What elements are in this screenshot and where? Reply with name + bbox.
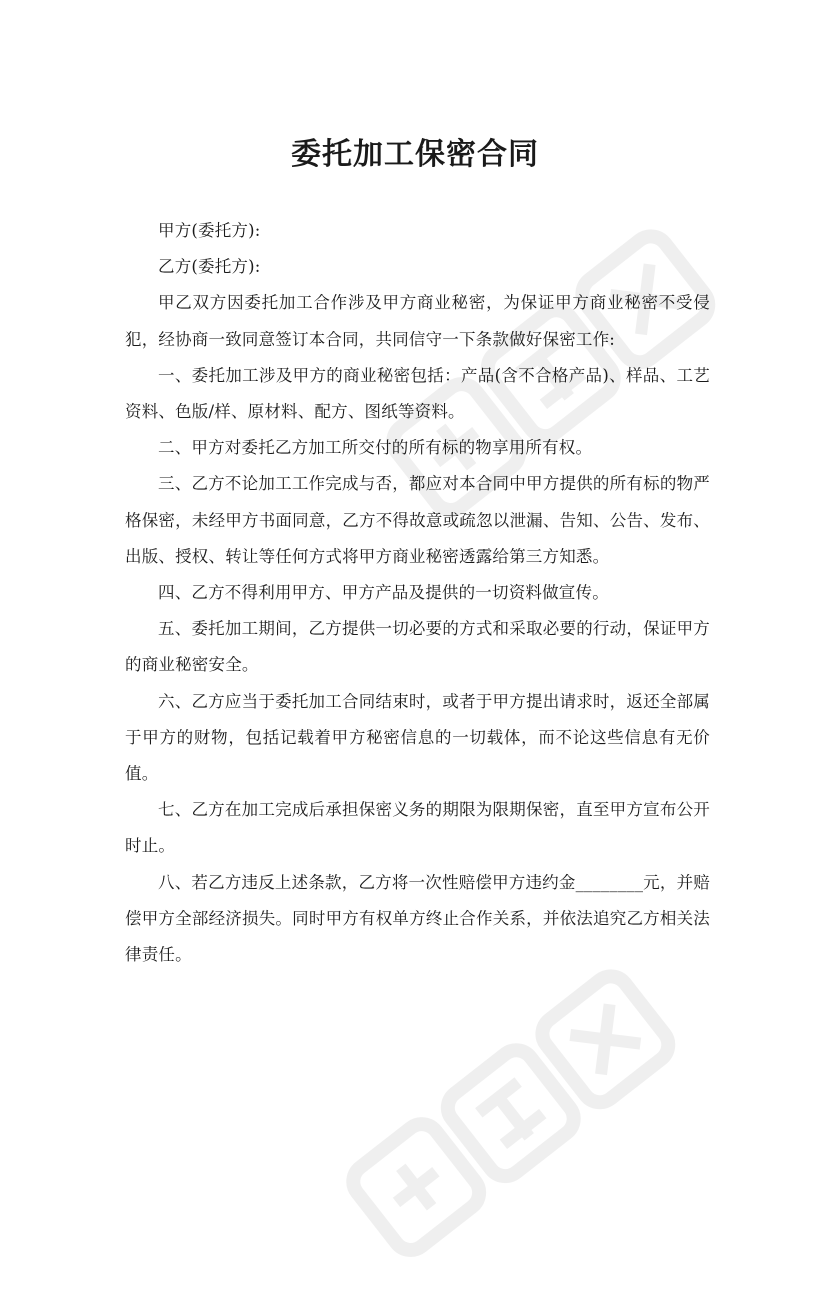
- clause-6: 六、乙方应当于委托加工合同结束时，或者于甲方提出请求时，返还全部属于甲方的财物，包括记载着甲方秘密信息的一切载体，而不论这些信息有无价值。: [125, 691, 710, 784]
- party-a-line: 甲方(委托方):: [158, 221, 261, 240]
- clause-1: 一、委托加工涉及甲方的商业秘密包括：产品(含不合格产品)、样品、工艺资料、色版/样、原材料、配方、图纸等资料。: [125, 365, 710, 422]
- clause-8: 八、若乙方违反上述条款，乙方将一次性赔偿甲方违约金________元，并赔偿甲方全部经济损失。同时甲方有权单方终止合作关系，并依法追究乙方相关法律责任。: [125, 872, 710, 965]
- document-body: [125, 213, 710, 973]
- clause-4: 四、乙方不得利用甲方、甲方产品及提供的一切资料做宣传。: [158, 583, 609, 603]
- intro-paragraph: 甲乙双方因委托加工合作涉及甲方商业秘密，为保证甲方商业秘密不受侵犯，经协商一致同意签订本合同，共同信守一下条款做好保密工作:: [125, 293, 710, 349]
- party-b-line: 乙方(委托方):: [158, 257, 261, 277]
- clause-2: 二、甲方对委托乙方加工所交付的所有标的物享用所有权。: [158, 438, 593, 458]
- clause-7: 七、乙方在加工完成后承担保密义务的期限为限期保密，直至甲方宣布公开时止。: [125, 800, 710, 856]
- clause-3: 三、乙方不论加工工作完成与否，都应对本合同中甲方提供的所有标的物严格保密，未经甲方书面同意，乙方不得故意或疏忽以泄漏、告知、公告、发布、出版、授权、转让等任何方式将甲方商业秘密透露给第三方知悉。: [125, 474, 710, 566]
- watermark-logo: [326, 947, 714, 1303]
- document-title: 委托加工保密合同: [291, 137, 539, 173]
- clause-5: 五、委托加工期间，乙方提供一切必要的方式和采取必要的行动，保证甲方的商业秘密安全。: [125, 619, 710, 675]
